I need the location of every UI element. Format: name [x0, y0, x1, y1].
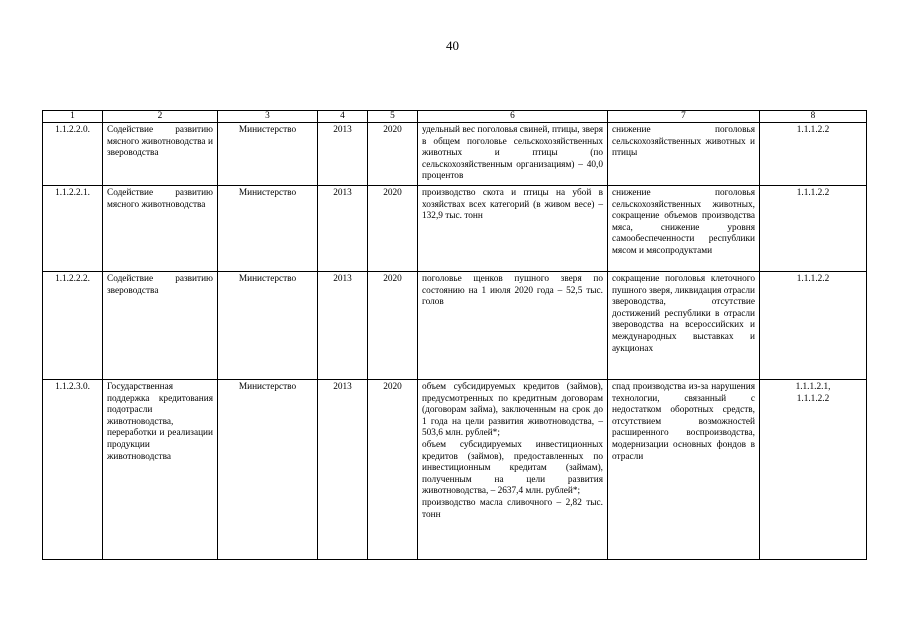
row-executor: Министерство: [218, 271, 318, 379]
col-header-5: 5: [368, 111, 418, 123]
col-header-6: 6: [418, 111, 608, 123]
program-table: [42, 110, 867, 560]
header-row: [43, 111, 867, 123]
table-row: [43, 271, 867, 379]
row-result: поголовье щенков пушного зверя по состоянию на 1 июля 2020 года – 52,5 тыс. голов: [418, 271, 608, 379]
col-header-2: 2: [103, 111, 218, 123]
row-result: удельный вес поголовья свиней, птицы, зверя в общем поголовье сельскохозяйственных животных и птицы (по сельскохозяйственным организациям) – 40,0 процентов: [418, 123, 608, 186]
row-name: Содействие развитию мясного животноводства: [103, 185, 218, 271]
row-executor: Министерство: [218, 379, 318, 559]
row-link: 1.1.1.2.2: [760, 123, 867, 186]
table-row: [43, 379, 867, 559]
row-result: объем субсидируемых кредитов (займов), предусмотренных по кредитным договорам (договорам займа), заключенным на срок до 1 года на цели развития животноводства, – 503,6 млн. рублей*;: [422, 381, 603, 439]
row-name: Содействие развитию звероводства: [103, 271, 218, 379]
row-end-year: 2020: [368, 379, 418, 559]
row-consequence: снижение поголовья сельскохозяйственных животных, сокращение объемов производства мяса, снижение уровня самообеспеченности республики мясом и мясопродуктами: [608, 185, 760, 271]
row-result-cell: [418, 379, 608, 559]
row-link: 1.1.1.2.2: [760, 185, 867, 271]
page-number: 40: [446, 38, 459, 53]
row-end-year: 2020: [368, 271, 418, 379]
row-consequence: сокращение поголовья клеточного пушного зверя, ликвидация отрасли звероводства, отсутствие достижений республики в отрасли звероводства на всероссийских и международных выставках и аукционах: [608, 271, 760, 379]
row-name: Содействие развитию мясного животноводства и звероводства: [103, 123, 218, 186]
row-start-year: 2013: [318, 185, 368, 271]
row-name: Государственная поддержка кредитования подотрасли животноводства, переработки и реализации продукции животноводства: [103, 379, 218, 559]
col-header-3: 3: [218, 111, 318, 123]
row-start-year: 2013: [318, 123, 368, 186]
table-row: [43, 123, 867, 186]
col-header-4: 4: [318, 111, 368, 123]
row-end-year: 2020: [368, 123, 418, 186]
col-header-1: 1: [43, 111, 103, 123]
row-link: 1.1.1.2.2: [760, 271, 867, 379]
row-result-3: производство масла сливочного – 2,82 тыс. тонн: [422, 497, 603, 520]
row-result: производство скота и птицы на убой в хозяйствах всех категорий (в живом весе) – 132,9 тыс. тонн: [418, 185, 608, 271]
row-result-2: объем субсидируемых инвестиционных кредитов (займов), предоставленных по инвестиционным кредитам (займам), полученным на цели развития животноводства, – 2637,4 млн. рублей*;: [422, 439, 603, 497]
row-code: 1.1.2.2.1.: [43, 185, 103, 271]
row-code: 1.1.2.2.2.: [43, 271, 103, 379]
row-code: 1.1.2.3.0.: [43, 379, 103, 559]
row-code: 1.1.2.2.0.: [43, 123, 103, 186]
col-header-7: 7: [608, 111, 760, 123]
row-start-year: 2013: [318, 271, 368, 379]
row-consequence: снижение поголовья сельскохозяйственных животных и птицы: [608, 123, 760, 186]
table-row: [43, 185, 867, 271]
col-header-8: 8: [760, 111, 867, 123]
row-consequence: спад производства из-за нарушения технологии, связанный с недостатком оборотных средств, отсутствием возможностей расширенного воспроизводства, модернизации основных фондов в отрасли: [608, 379, 760, 559]
row-start-year: 2013: [318, 379, 368, 559]
row-executor: Министерство: [218, 123, 318, 186]
row-end-year: 2020: [368, 185, 418, 271]
row-link: 1.1.1.2.1, 1.1.1.2.2: [760, 379, 867, 559]
row-executor: Министерство: [218, 185, 318, 271]
